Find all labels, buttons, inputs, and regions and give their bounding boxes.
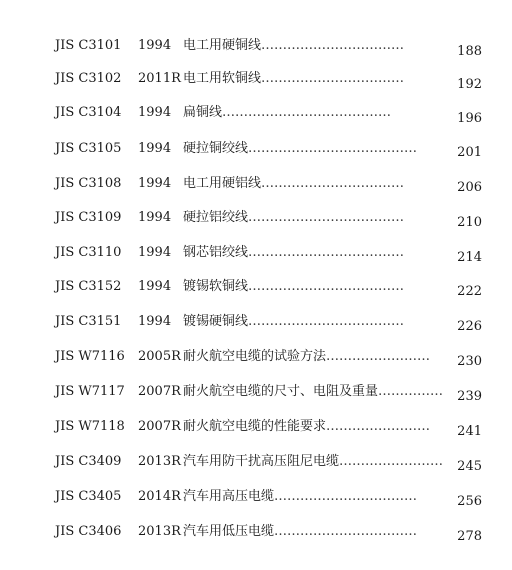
standard-title: 镀锡软铜线 (183, 279, 249, 294)
standard-code: JIS C3405 (55, 489, 122, 504)
standard-code: JIS C3406 (55, 524, 122, 539)
standard-title: 扁铜线 (183, 105, 223, 120)
standard-year: 1994 (138, 279, 172, 294)
toc-entry (0, 311, 512, 333)
page-number: 226 (457, 319, 482, 334)
page-number: 196 (457, 111, 482, 126)
standard-year: 1994 (138, 210, 172, 225)
toc-entry (0, 416, 512, 438)
standard-code: JIS W7117 (55, 384, 125, 399)
standard-title: 镀锡硬铜线 (183, 314, 249, 329)
toc-entry (0, 346, 512, 368)
standard-code: JIS C3110 (55, 245, 122, 260)
standard-title: 电工用硬铜线 (183, 38, 262, 53)
standard-code: JIS C3101 (55, 38, 122, 53)
page-number: 230 (457, 354, 482, 369)
standard-year: 1994 (138, 176, 172, 191)
dot-leader: ……………………………… (248, 210, 405, 225)
page-number: 206 (457, 180, 482, 195)
page-number: 192 (457, 77, 482, 92)
toc-entry (0, 276, 512, 298)
page-number: 245 (457, 459, 482, 474)
standard-code: JIS C3108 (55, 176, 122, 191)
standard-year: 1994 (138, 141, 172, 156)
toc-entry (0, 242, 512, 264)
dot-leader: …………… (378, 384, 444, 399)
standard-code: JIS W7118 (55, 419, 125, 434)
page-number: 222 (457, 284, 482, 299)
page-number: 214 (457, 250, 482, 265)
toc-entry (0, 381, 512, 403)
standard-title: 汽车用低压电缆 (183, 524, 275, 539)
standard-title: 电工用硬铝线 (183, 176, 262, 191)
dot-leader: …………………………… (261, 71, 405, 86)
page-number: 239 (457, 389, 482, 404)
standard-title: 汽车用高压电缆 (183, 489, 275, 504)
toc-entry (0, 451, 512, 473)
standard-year: 2011R (138, 71, 181, 86)
dot-leader: ……………………………… (248, 245, 405, 260)
standard-year: 2005R (138, 349, 181, 364)
standard-year: 1994 (138, 314, 172, 329)
page-number: 241 (457, 424, 482, 439)
dot-leader: ……………………………… (248, 314, 405, 329)
dot-leader: …………………… (326, 419, 431, 434)
standard-title: 耐火航空电缆的尺寸、电阻及重量 (183, 384, 379, 399)
dot-leader: …………………………… (274, 489, 418, 504)
dot-leader: …………………………… (261, 176, 405, 191)
page-number: 201 (457, 145, 482, 160)
dot-leader: …………………… (326, 349, 431, 364)
page-number: 188 (457, 44, 482, 59)
toc-entry (0, 35, 512, 57)
standard-code: JIS C3151 (55, 314, 122, 329)
standard-year: 2013R (138, 524, 181, 539)
standard-title: 硬拉铝绞线 (183, 210, 249, 225)
standard-title: 硬拉铜绞线 (183, 141, 249, 156)
standard-title: 耐火航空电缆的试验方法 (183, 349, 327, 364)
standard-year: 2014R (138, 489, 181, 504)
standard-code: JIS C3152 (55, 279, 122, 294)
standard-year: 1994 (138, 38, 172, 53)
standard-code: JIS C3105 (55, 141, 122, 156)
standard-year: 1994 (138, 105, 172, 120)
standard-title: 耐火航空电缆的性能要求 (183, 419, 327, 434)
page-number: 210 (457, 215, 482, 230)
dot-leader: ……………………………… (248, 279, 405, 294)
toc-entry (0, 138, 512, 160)
toc-entry (0, 173, 512, 195)
dot-leader: …………………………… (261, 38, 405, 53)
standard-code: JIS C3109 (55, 210, 122, 225)
dot-leader: ………………………………… (248, 141, 418, 156)
standard-code: JIS C3102 (55, 71, 122, 86)
standard-title: 电工用软铜线 (183, 71, 262, 86)
standard-title: 汽车用防干扰高压阻尼电缆 (183, 454, 340, 469)
page-number: 256 (457, 494, 482, 509)
toc-entry (0, 207, 512, 229)
dot-leader: …………………… (339, 454, 444, 469)
toc-entry (0, 486, 512, 508)
page-number: 278 (457, 529, 482, 544)
dot-leader: ………………………………… (222, 105, 392, 120)
toc-entry (0, 68, 512, 90)
toc-entry (0, 102, 512, 124)
standard-year: 1994 (138, 245, 172, 260)
standard-code: JIS C3409 (55, 454, 122, 469)
standard-year: 2007R (138, 419, 181, 434)
standard-year: 2013R (138, 454, 181, 469)
standard-code: JIS C3104 (55, 105, 122, 120)
toc-entry (0, 521, 512, 543)
standard-year: 2007R (138, 384, 181, 399)
standard-code: JIS W7116 (55, 349, 125, 364)
standard-title: 钢芯铝绞线 (183, 245, 249, 260)
dot-leader: …………………………… (274, 524, 418, 539)
